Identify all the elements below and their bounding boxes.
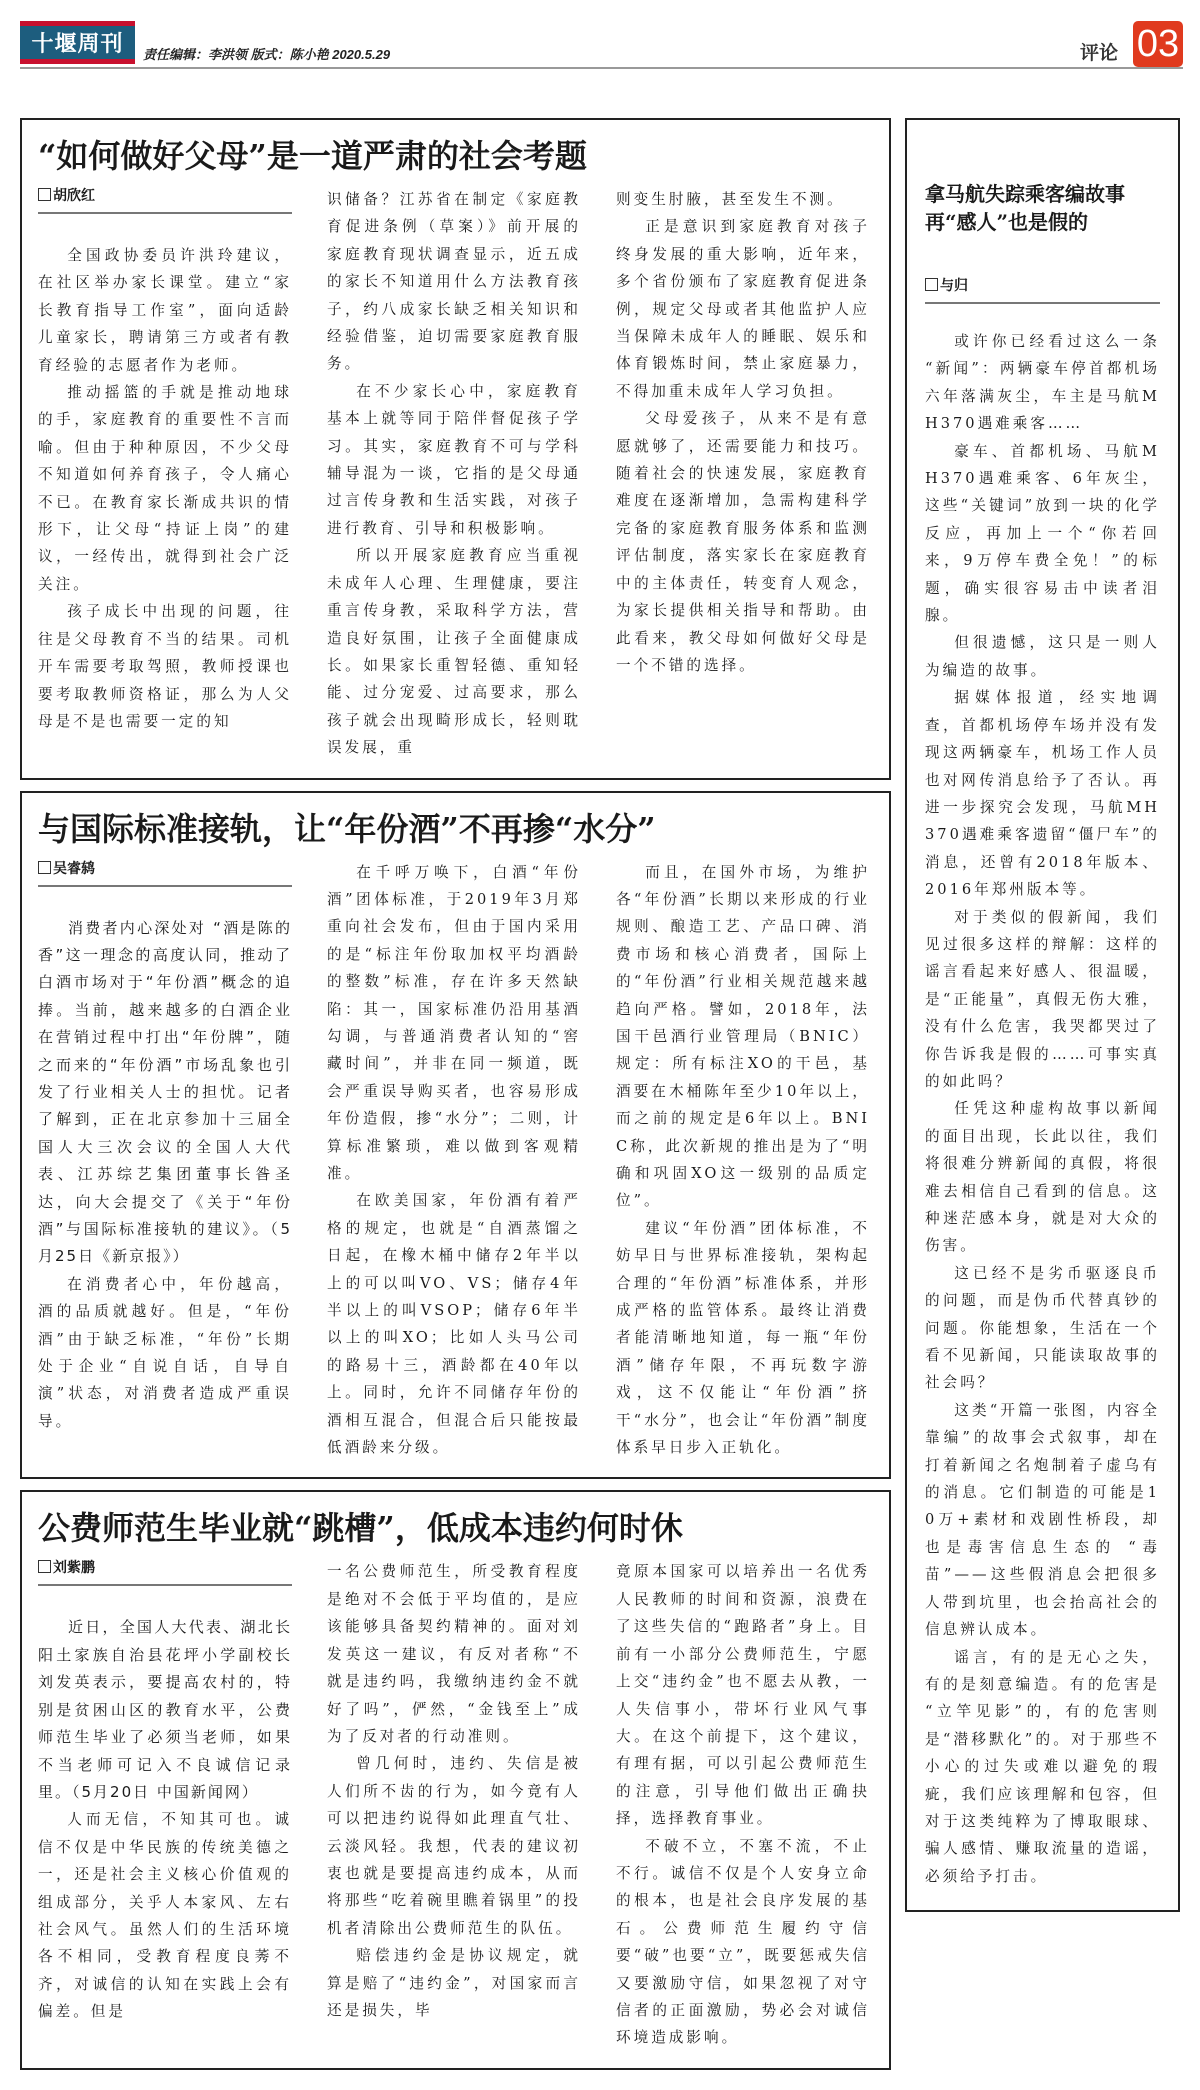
byline-author: 胡欣红 [53,188,95,204]
lead-paragraph: 消费者内心深处对 “酒是陈的香”这一理念的高度认同，推动了白酒市场对于“年份酒”概念的追捧。当前，越来越多的白酒企业在营销过程中打出“年份牌”，随之而来的“年份酒”市场乱象也引发了行业相关人士的担忧。记者了解到，正在北京参加十三届全国人大三次会议的全国人大代表、江苏综艺集团董事长昝圣达，向大会提交了《关于“年份酒”与国际标准接轨的建议》。（5月25日《新京报》） [38,918,292,1266]
page-layout [0,100,1200,2090]
article-column [327,1558,581,2024]
paragraph: 不破不立，不塞不流，不止不行。诚信不仅是个人安身立命的根本，也是社会良序发展的基石。公费师范生履约守信要“破”也要“立”，既要惩戒失信又要激励守信，如果忽视了对守信者的正面激励，势必会对诚信环境造成影响。 [616,1837,870,2047]
article-column-first [38,186,292,735]
byline-box-icon [38,861,51,874]
article-columns [38,859,873,1462]
paragraph: 父母爱孩子，从来不是有意愿就够了，还需要能力和技巧。随着社会的快速发展，家庭教育难度在逐渐增加，急需构建科学完备的家庭教育服务体系和监测评估制度，落实家长在家庭教育中的主体责任，转变育人观念，为家长提供相关指导和帮助。由此看来，教父母如何做好父母是一个不错的选择。 [616,410,870,674]
paragraph: 人而无信，不知其可也。诚信不仅是中华民族的传统美德之一，还是社会主义核心价值观的组成部分，关乎人本家风、左右社会风气。虽然人们的生活环境各不相同，受教育程度良莠不齐，对诚信的认知在实践上会有偏差。但是 [38,1811,292,2021]
paragraph: 推动摇篮的手就是推动地球的手，家庭教育的重要性不言而喻。但由于种种原因，不少父母不知道如何养育孩子，令人痛心不已。在教育家长渐成共识的情形下，让父母“持证上岗”的建议，一经传出，就得到社会广泛关注。 [38,384,292,593]
sidebar-title [925,180,1160,236]
paragraph: 这类“开篇一张图，内容全靠编”的故事会式叙事，却在打着新闻之名炮制着子虚乌有的消息。它们制造的可能是10万+素材和戏剧性桥段，却也是毒害信息生态的 “毒苗”——这些假消息会把很多人带到坑里，也会抬高社会的信息辨认成本。 [925,1401,1160,1639]
byline [38,186,292,214]
sidebar-article-mh370 [905,118,1180,1912]
byline-author: 刘紫鹏 [53,1560,95,1577]
paragraph: 据媒体报道，经实地调查，首都机场停车场并没有发现这两辆豪车，机场工作人员也对网传消息给予了否认。再进一步探究会发现，马航MH370遇难乘客遗留“僵尸车”的消息，还曾有2018年版本、2016年郑州版本等。 [925,689,1160,899]
paragraph: 全国政协委员许洪玲建议，在社区举办家长课堂。建立“家长教育指导工作室”，面向适龄儿童家长，聘请第三方或者有教育经验的志愿者作为老师。 [38,247,292,374]
paragraph: 在千呼万唤下，白酒“年份酒”团体标准，于2019年3月郑重向社会发布，但由于国内采用的是“标注年份取加权平均酒龄的整数”标准，存在许多天然缺陷：其一，国家标准仍沿用基酒勾调，与普通消费者认知的“窖藏时间”，并非在同一频道，既会严重误导购买者，也容易形成年份造假，掺“水分”；二则，计算标准繁琐，难以做到客观精准。 [327,863,581,1182]
main-articles [20,118,891,2070]
article-columns [38,1558,873,2051]
paragraph: 赔偿违约金是协议规定，就算是赔了“违约金”，对国家而言还是损失，毕 [327,1947,581,2019]
article-column [616,186,870,679]
masthead [0,0,1200,100]
byline-author: 吴睿鸫 [53,860,95,877]
paragraph: 谣言，有的是无心之失，有的是刻意编造。有的危害是 “立竿见影”的，有的危害则是“潜移默化”的。对于那些不小心的过失或难以避免的瑕疵，我们应该理解和包容，但对于这类纯粹为了博取眼球、骗人感情、赚取流量的造谣，必须给予打击。 [925,1648,1160,1885]
paragraph: 所以开展家庭教育应当重视未成年人心理、生理健康，要注重言传身教，采取科学方法，营造良好氛围，让孩子全面健康成长。如果家长重智轻德、重知轻能、过分宠爱、过高要求，那么孩子就会出现畸形成长，轻则耽误发展，重 [327,547,581,757]
paragraph: 则变生肘腋，甚至发生不测。 [616,191,845,208]
article-columns [38,186,873,762]
byline-author: 与归 [940,278,968,294]
sidebar-title-line1: 拿马航失踪乘客编故事 [925,182,1125,206]
paragraph: 正是意识到家庭教育对孩子终身发展的重大影响，近年来，多个省份颁布了家庭教育促进条例，规定父母或者其他监护人应当保障未成年人的睡眠、娱乐和体育锻炼时间，禁止家庭暴力，不得加重未成年人学习负担。 [616,218,870,400]
byline [38,859,292,887]
newspaper-logo: 十堰周刊 [20,21,135,64]
article-title: “如何做好父母”是一道严肃的社会考题 [38,137,587,175]
article-column [327,859,581,1462]
paragraph: 识储备？江苏省在制定《家庭教育促进条例（草案）》前开展的家庭教育现状调查显示，近五成的家长不知道用什么方法教育孩子，约八成家长缺乏相关知识和经验借鉴，迫切需要家庭教育服务。 [327,191,581,373]
article-column [616,859,870,1462]
byline-box-icon [38,188,51,201]
byline [925,276,1160,304]
editor-info: 责任编辑：李洪领 版式：陈小艳 2020.5.29 [143,47,391,62]
paragraph: 这已经不是劣币驱逐良币的问题，而是伪币代替真钞的问题。你能想象，生活在一个看不见新闻，只能读取故事的社会吗？ [925,1264,1160,1392]
article-column [38,242,292,735]
paragraph: 而且，在国外市场，为维护各“年份酒”长期以来形成的行业规则、酿造工艺、产品口碑、消费市场和核心消费者，国际上的“年份酒”行业相关规范越来越趋向严格。譬如，2018年，法国干邑酒行业管理局（BNIC）规定：所有标注XO的干邑，基酒要在木桶陈年至少10年以上，而之前的规定是6年以上。BNIC称，此次新规的推出是为了“明确和巩固XO这一级别的品质定位”。 [616,863,870,1210]
page-number-badge: 03 [1133,21,1183,67]
paragraph: 任凭这种虚构故事以新闻的面目出现，长此以往，我们将很难分辨新闻的真假，将很难去相信自己看到的信息。这种迷茫感本身，就是对大众的伤害。 [925,1100,1160,1255]
byline-box-icon [925,278,938,291]
lead-paragraph: 近日，全国人大代表、湖北长阳土家族自治县花坪小学副校长刘发英表示，要提高农村的，特别是贫困山区的教育水平，公费师范生毕业了必须当老师，如果不当老师可记入不良诚信记录里。（5月20日 中国新闻网） [38,1618,292,1801]
paragraph: 在消费者心中，年份越高，酒的品质就越好。但是，“年份酒”由于缺乏标准，“年份”长期处于企业“自说自话，自导自演”状态，对消费者造成严重误导。 [38,1275,292,1430]
byline [38,1558,292,1586]
article-normal-students [20,1490,891,2069]
article-column-first [38,859,292,1436]
article-title: 公费师范生毕业就“跳槽”，低成本违约何时休 [38,1509,683,1548]
sidebar-title-line2: 再“感人”也是假的 [925,210,1089,234]
paragraph: 或许你已经看过这么一条 “新闻”：两辆豪车停首都机场六年落满灰尘，车主是马航MH370遇难乘客…… [925,333,1160,433]
paragraph: 但很遗憾，这只是一则人为编造的故事。 [925,634,1160,679]
paragraph: 豪车、首都机场、马航MH370遇难乘客、6年灰尘，这些“关键词”放到一块的化学反应，再加上一个“你若回来，9万停车费全免！”的标题，确实很容易击中读者泪腺。 [925,442,1160,625]
paragraph: 在欧美国家，年份酒有着严格的规定，也就是“自酒蒸馏之日起，在橡木桶中储存2年半以上的可以叫VO、VS；储存4年半以上的叫VSOP；储存6年半以上的叫XO；比如人头马公司的路易十三，酒龄都在40年以上。同时，允许不同储存年份的酒相互混合，但混合后只能按最低酒龄来分级。 [327,1192,581,1457]
paragraph: 对于类似的假新闻，我们见过很多这样的辩解：这样的谣言看起来好感人、很温暖，是“正能量”，真假无伤大雅，没有什么危害，我哭都哭过了你告诉我是假的……可事实真的如此吗？ [925,908,1160,1090]
paragraph: 孩子成长中出现的问题，往往是父母教育不当的结果。司机开车需要考取驾照，教师授课也要考取教师资格证，那么为人父母是不是也需要一定的知 [38,603,292,730]
header-rule [20,67,1183,69]
article-column-first [38,1558,292,2025]
article-title: 与国际标准接轨，让“年份酒”不再掺“水分” [38,809,656,848]
article-column [38,1614,292,2025]
byline-box-icon [38,1560,51,1573]
paragraph: 在不少家长心中，家庭教育基本上就等同于陪伴督促孩子学习。其实，家庭教育不可与学科辅导混为一谈，它指的是父母通过言传身教和生活实践，对孩子进行教育、引导和积极影响。 [327,382,581,537]
paragraph: 曾几何时，违约、失信是被人们所不齿的行为，如今竟有人可以把违约说得如此理直气壮、云淡风轻。我想，代表的建议初衷也就是要提高违约成本，从而将那些“吃着碗里瞧着锅里”的投机者清除出公费师范生的队伍。 [327,1755,581,1937]
paragraph: 建议“年份酒”团体标准，不妨早日与世界标准接轨，架构起合理的“年份酒”标准体系，并形成严格的监管体系。最终让消费者能清晰地知道，每一瓶“年份酒”储存年限，不再玩数字游戏，这不仅能让“年份酒”挤干“水分”，也会让“年份酒”制度体系早日步入正轨化。 [616,1219,870,1457]
article-column [38,915,292,1436]
article-vintage-liquor [20,791,891,1480]
paragraph: 竟原本国家可以培养出一名优秀人民教师的时间和资源，浪费在了这些失信的“跑路者”身上。目前有一小部分公费师范生，宁愿上交“违约金”也不愿去从教，一人失信事小，带坏行业风气事大。在这个前提下，这个建议，有理有据，可以引起公费师范生的注意，引导他们做出正确抉择，选择教育事业。 [616,1563,870,1828]
article-parenting [20,118,891,780]
article-column [925,328,1160,1890]
section-label: 评论 [1080,42,1119,64]
article-column [616,1558,870,2051]
article-column [327,186,581,762]
paragraph: 一名公费师范生，所受教育程度是绝对不会低于平均值的，是应该能够具备契约精神的。面对刘发英这一建议，有反对者称“不就是违约吗，我缴纳违约金不就好了吗”，俨然，“金钱至上”成为了反对者的行动准则。 [327,1563,581,1745]
